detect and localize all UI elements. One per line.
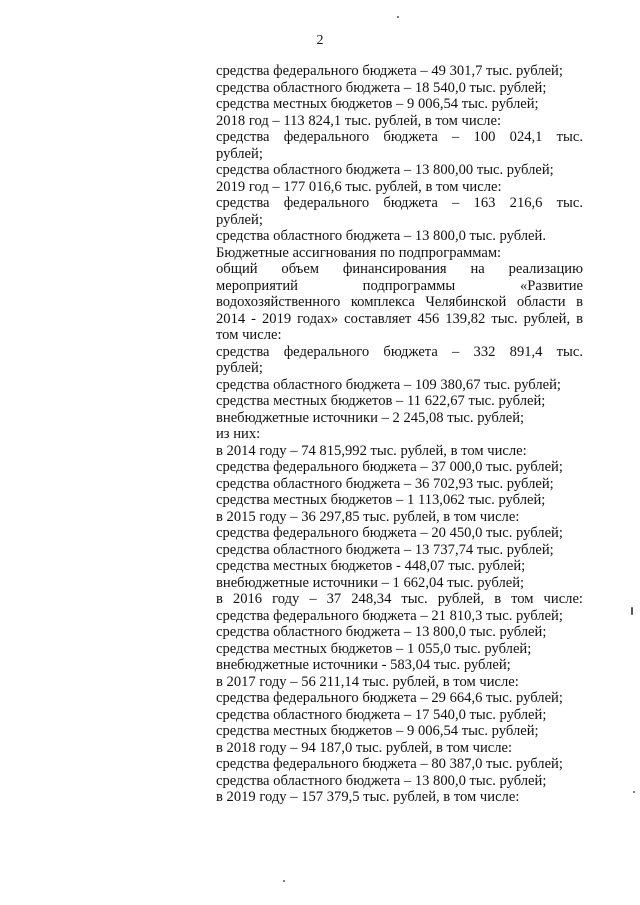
text-line: из них: xyxy=(216,426,261,442)
text-line: средства местных бюджетов – 11 622,67 тыс. рублей; xyxy=(216,393,546,409)
text-line: средства федерального бюджета – 37 000,0 тыс. рублей; xyxy=(216,459,563,475)
text-line: 2014 - 2019 годах» составляет 456 139,82 тыс. рублей, в xyxy=(216,310,583,327)
text-line: средства областного бюджета – 13 800,0 тыс. рублей. xyxy=(216,228,546,244)
text-line: рублей; xyxy=(216,360,263,376)
text-line: средства местных бюджетов - 448,07 тыс. рублей; xyxy=(216,558,526,574)
text-line: средства областного бюджета – 13 737,74 тыс. рублей; xyxy=(216,541,554,558)
text-line: в 2019 году – 157 379,5 тыс. рублей, в том числе: xyxy=(216,789,520,805)
text-line: средства областного бюджета – 17 540,0 тыс. рублей; xyxy=(216,706,547,723)
text-line: средства областного бюджета – 13 800,0 тыс. рублей; xyxy=(216,772,547,789)
text-line: средства областного бюджета – 18 540,0 тыс. рублей; xyxy=(216,79,547,96)
text-line: средства федерального бюджета – 332 891,4 тыс. xyxy=(216,343,583,360)
text-line: общий объем финансирования на реализацию xyxy=(216,261,583,277)
text-line: в 2018 году – 94 187,0 тыс. рублей, в том числе: xyxy=(216,739,513,756)
text-line: Бюджетные ассигнования по подпрограммам: xyxy=(216,244,502,261)
text-line: внебюджетные источники – 2 245,08 тыс. рублей; xyxy=(216,409,525,426)
page-number: 2 xyxy=(316,33,324,48)
text-line: в 2015 году – 36 297,85 тыс. рублей, в том числе: xyxy=(216,508,520,525)
text-line: в 2016 году – 37 248,34 тыс. рублей, в том числе: xyxy=(216,591,583,607)
text-line: том числе: xyxy=(216,327,282,343)
scan-speck xyxy=(397,16,399,18)
budget-text-block xyxy=(216,63,583,806)
text-line: рублей; xyxy=(216,211,263,228)
scan-speck xyxy=(631,607,633,615)
text-line: внебюджетные источники - 583,04 тыс. рублей; xyxy=(216,657,511,673)
text-line: средства федерального бюджета – 49 301,7 тыс. рублей; xyxy=(216,63,563,79)
scan-speck xyxy=(283,880,285,882)
text-line: средства федерального бюджета – 21 810,3 тыс. рублей; xyxy=(216,607,563,624)
text-line: 2018 год – 113 824,1 тыс. рублей, в том числе: xyxy=(216,112,501,129)
text-line: средства областного бюджета – 13 800,0 тыс. рублей; xyxy=(216,624,547,640)
text-line: средства федерального бюджета – 20 450,0 тыс. рублей; xyxy=(216,525,563,541)
text-line: средства местных бюджетов – 9 006,54 тыс. рублей; xyxy=(216,723,539,739)
text-line: средства федерального бюджета – 100 024,1 тыс. xyxy=(216,129,583,145)
scan-speck xyxy=(633,791,635,793)
text-line: средства местных бюджетов – 1 113,062 тыс. рублей; xyxy=(216,492,546,508)
text-line: средства федерального бюджета – 29 664,6 тыс. рублей; xyxy=(216,690,563,706)
text-line: в 2014 году – 74 815,992 тыс. рублей, в том числе: xyxy=(216,442,527,459)
text-line: средства областного бюджета – 13 800,00 тыс. рублей; xyxy=(216,162,554,178)
text-line: внебюджетные источники – 1 662,04 тыс. рублей; xyxy=(216,574,525,591)
text-line: средства федерального бюджета – 80 387,0 тыс. рублей; xyxy=(216,756,563,772)
text-line: средства местных бюджетов – 1 055,0 тыс. рублей; xyxy=(216,640,532,657)
text-line: рублей; xyxy=(216,145,263,162)
text-line: 2019 год – 177 016,6 тыс. рублей, в том числе: xyxy=(216,178,502,195)
text-line: средства местных бюджетов – 9 006,54 тыс. рублей; xyxy=(216,96,539,112)
text-line: водохозяйственного комплекса Челябинской области в xyxy=(216,294,583,310)
text-line: мероприятий подпрограммы «Развитие xyxy=(216,277,583,294)
text-line: средства федерального бюджета – 163 216,6 тыс. xyxy=(216,195,583,211)
text-line: средства областного бюджета – 109 380,67 тыс. рублей; xyxy=(216,376,561,393)
text-line: средства областного бюджета – 36 702,93 тыс. рублей; xyxy=(216,475,554,492)
text-line: в 2017 году – 56 211,14 тыс. рублей, в том числе: xyxy=(216,673,519,690)
